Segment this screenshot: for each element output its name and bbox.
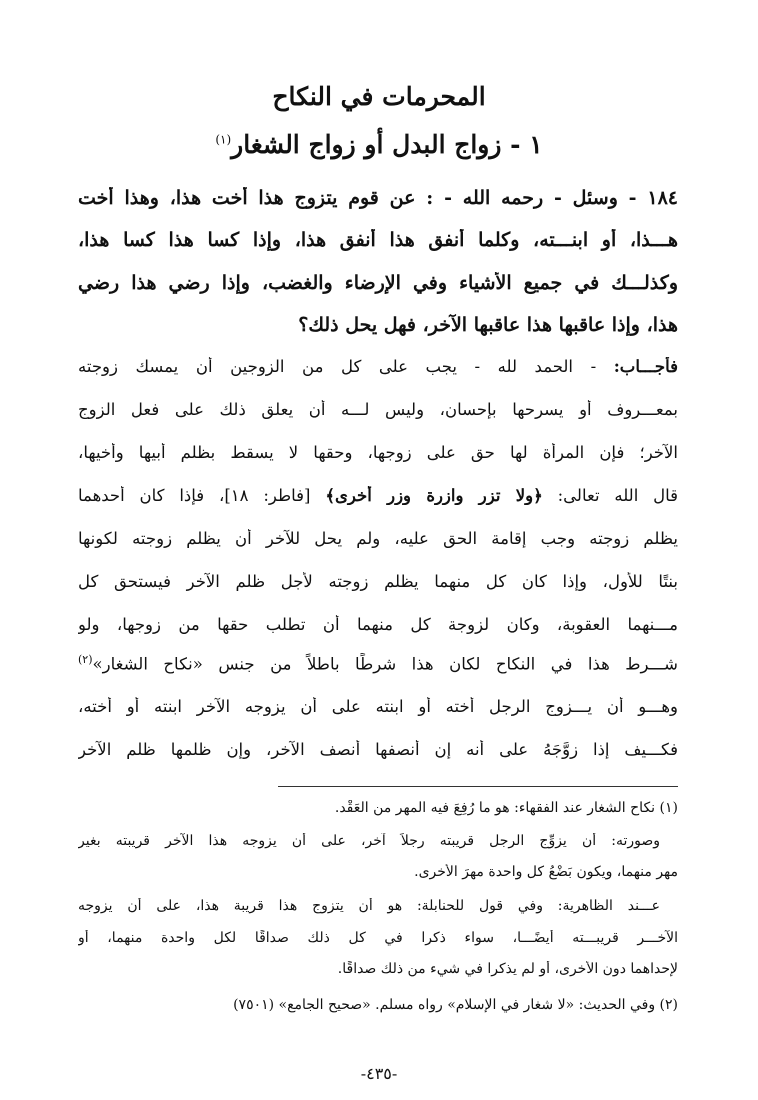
- answer-line-text: شـــرط هذا في النكاح لكان هذا شرطًا باطلاً من جنس «نكاح الشغار»: [92, 654, 678, 674]
- quran-quote: ﴿ولا تزر وازرة وزر أخرى﴾: [325, 486, 543, 505]
- footnote-line: (١) نكاح الشغار عند الفقهاء: هو ما رُفِعَ فيه المهر من العَقْد.: [334, 800, 678, 816]
- answer-lead: فأجـــاب:: [613, 357, 678, 376]
- question-line: هذا، وإذا عاقبها هذا عاقبها الآخر، فهل يحل ذلك؟: [298, 314, 678, 336]
- answer-line: مـــنهما العقوبة، وكان لزوجة كل منهما أن تطلب حقها من زوجها، ولو: [78, 615, 678, 634]
- footnote-line: (٢) وفي الحديث: «لا شغار في الإسلام» رواه مسلم. «صحيح الجامع» (٧٥٠١): [233, 997, 678, 1013]
- answer-line: بمعـــروف أو يسرحها بإحسان، وليس لـــه أن يعلق ذلك على فعل الزوج: [78, 400, 678, 419]
- answer-line: [78, 486, 678, 505]
- quote-intro: قال الله تعالى:: [557, 486, 678, 505]
- answer-line: [78, 653, 678, 674]
- footnote-line: الآخـــر قريبـــته أيضًـــا، سواء ذكرا في كل ذلك صداقًا لكل واحدة منهما، أو: [78, 930, 678, 946]
- answer-line: يظلم زوجته وجب إقامة الحق عليه، ولم يحل للآخر أن يظلم زوجته لكونها: [78, 529, 678, 548]
- answer-line: بنتًا للأول، وإذا كان كل منهما يظلم زوجته لأجل ظلم الآخر فيستحق كل: [78, 572, 678, 591]
- answer-line: [78, 357, 678, 376]
- answer-line: الآخر؛ فإن المرأة لها حق على زوجها، وحقها لا يسقط بظلم أبيها وأخيها،: [78, 443, 678, 462]
- answer-line: فكـــيف إذا زوَّجَهُ على أنه إن أنصفها أنصف الآخر، وإن ظلمها ظلم الآخر: [78, 740, 678, 759]
- subtitle-text: ١ - زواج البدل أو زواج الشغار: [231, 130, 543, 159]
- footnote-line: مهر منهما، ويكون بَضْعُ كل واحدة مهرَ الأخرى.: [414, 864, 678, 880]
- footnote-line: عـــند الظاهرية: وفي قول للحنابلة: هو أن يتزوج هذا قريبة هذا، على أن يزوجه: [78, 898, 660, 914]
- question-line: هـــذا، أو ابنـــته، وكلما أنفق هذا أنفق هذا، وإذا كسا هذا كسا هذا،: [78, 229, 678, 251]
- section-subtitle: [60, 130, 698, 159]
- section-title: المحرمات في النكاح: [272, 82, 486, 111]
- footnote-line: لإحداهما دون الأخرى، أو لم يذكرا في شيء من ذلك صداقًا.: [337, 961, 678, 977]
- page-number: -٤٣٥-: [360, 1064, 398, 1083]
- footnote-ref-1: (١): [215, 132, 232, 147]
- answer-line-text: - الحمد لله - يجب على كل من الزوجين أن يمسك زوجته: [78, 357, 597, 376]
- footnote-line: وصورته: أن يزوِّج الرجل قريبته رجلاً آخر، على أن يزوجه هذا الآخر قريبته بغير: [78, 833, 660, 849]
- footnote-separator: [278, 786, 678, 787]
- question-line: ١٨٤ - وسئل - رحمه الله - : عن قوم يتزوج هذا أخت هذا، وهذا أخت: [78, 187, 678, 209]
- footnote-ref-2: (٢): [78, 653, 93, 666]
- question-line: وكذلـــك في جميع الأشياء وفي الإرضاء والغضب، وإذا رضي هذا رضي: [78, 272, 678, 294]
- quote-citation: [فاطر: ١٨]، فإذا كان أحدهما: [78, 486, 311, 505]
- answer-line: وهـــو أن يـــزوج الرجل أخته أو ابنته على أن يزوجه الآخر ابنته أو أخته،: [78, 697, 678, 716]
